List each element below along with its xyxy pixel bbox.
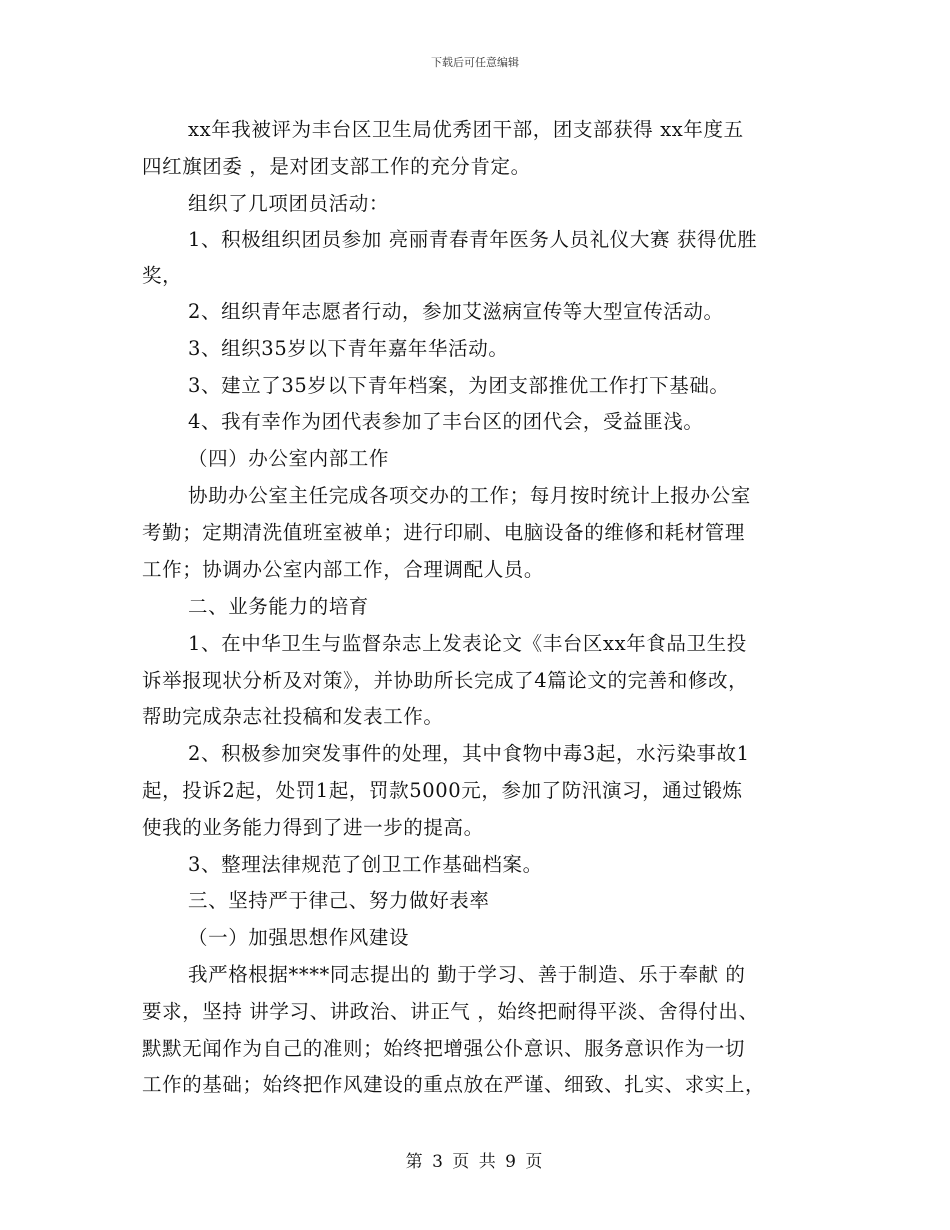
text-line: 3、建立了35岁以下青年档案，为团支部推优工作打下基础。 xyxy=(188,374,730,397)
text-line: 2、积极参加突发事件的处理，其中食物中毒3起，水污染事故1 xyxy=(188,742,750,765)
text-line: 1、积极组织团员参加 亮丽青春青年医务人员礼仪大赛 获得优胜 xyxy=(188,228,758,251)
text-line: xx年我被评为丰台区卫生局优秀团干部，团支部获得 xx年度五 xyxy=(188,118,744,141)
text-line: 起，投诉2起，处罚1起，罚款5000元，参加了防汛演习，通过锻炼 xyxy=(142,779,743,802)
text-line: 工作；协调办公室内部工作，合理调配人员。 xyxy=(142,558,545,581)
text-line: （四）办公室内部工作 xyxy=(188,447,390,470)
text-line: 2、组织青年志愿者行动，参加艾滋病宣传等大型宣传活动。 xyxy=(188,300,724,323)
text-line: 要求，坚持 讲学习、讲政治、讲正气 ，始终把耐得平淡、舍得付出、 xyxy=(142,1000,759,1023)
text-line: 三、坚持严于律己、努力做好表率 xyxy=(188,889,490,912)
text-line: 我严格根据****同志提出的 勤于学习、善于制造、乐于奉献 的 xyxy=(188,963,746,986)
text-line: 四红旗团委 ，是对团支部工作的充分肯定。 xyxy=(142,155,531,178)
text-line: 二、业务能力的培育 xyxy=(188,595,369,618)
text-line: 4、我有幸作为团代表参加了丰台区的团代会，受益匪浅。 xyxy=(188,410,704,433)
text-line: 帮助完成杂志社投稿和发表工作。 xyxy=(142,705,444,728)
page-header: 下载后可任意编辑 xyxy=(431,56,519,69)
text-line: 考勤；定期清洗值班室被单；进行印刷、电脑设备的维修和耗材管理 xyxy=(142,521,746,544)
text-line: 组织了几项团员活动： xyxy=(188,192,390,215)
text-line: 1、在中华卫生与监督杂志上发表论文《丰台区xx年食品卫生投 xyxy=(188,632,747,655)
text-line: 使我的业务能力得到了进一步的提高。 xyxy=(142,816,484,839)
text-line: 协助办公室主任完成各项交办的工作；每月按时统计上报办公室 xyxy=(188,484,751,507)
text-line: 工作的基础；始终把作风建设的重点放在严谨、细致、扎实、求实上， xyxy=(142,1073,766,1096)
text-line: 奖， xyxy=(142,264,183,287)
text-line: 3、组织35岁以下青年嘉年华活动。 xyxy=(188,337,509,360)
text-line: （一）加强思想作风建设 xyxy=(188,926,410,949)
text-line: 默默无闻作为自己的准则；始终把增强公仆意识、服务意识作为一切 xyxy=(142,1037,746,1060)
text-line: 诉举报现状分析及对策》，并协助所长完成了4篇论文的完善和修改， xyxy=(142,669,749,692)
page-footer: 第 3 页 共 9 页 xyxy=(405,1152,545,1172)
text-line: 3、整理法律规范了创卫工作基础档案。 xyxy=(188,853,543,876)
